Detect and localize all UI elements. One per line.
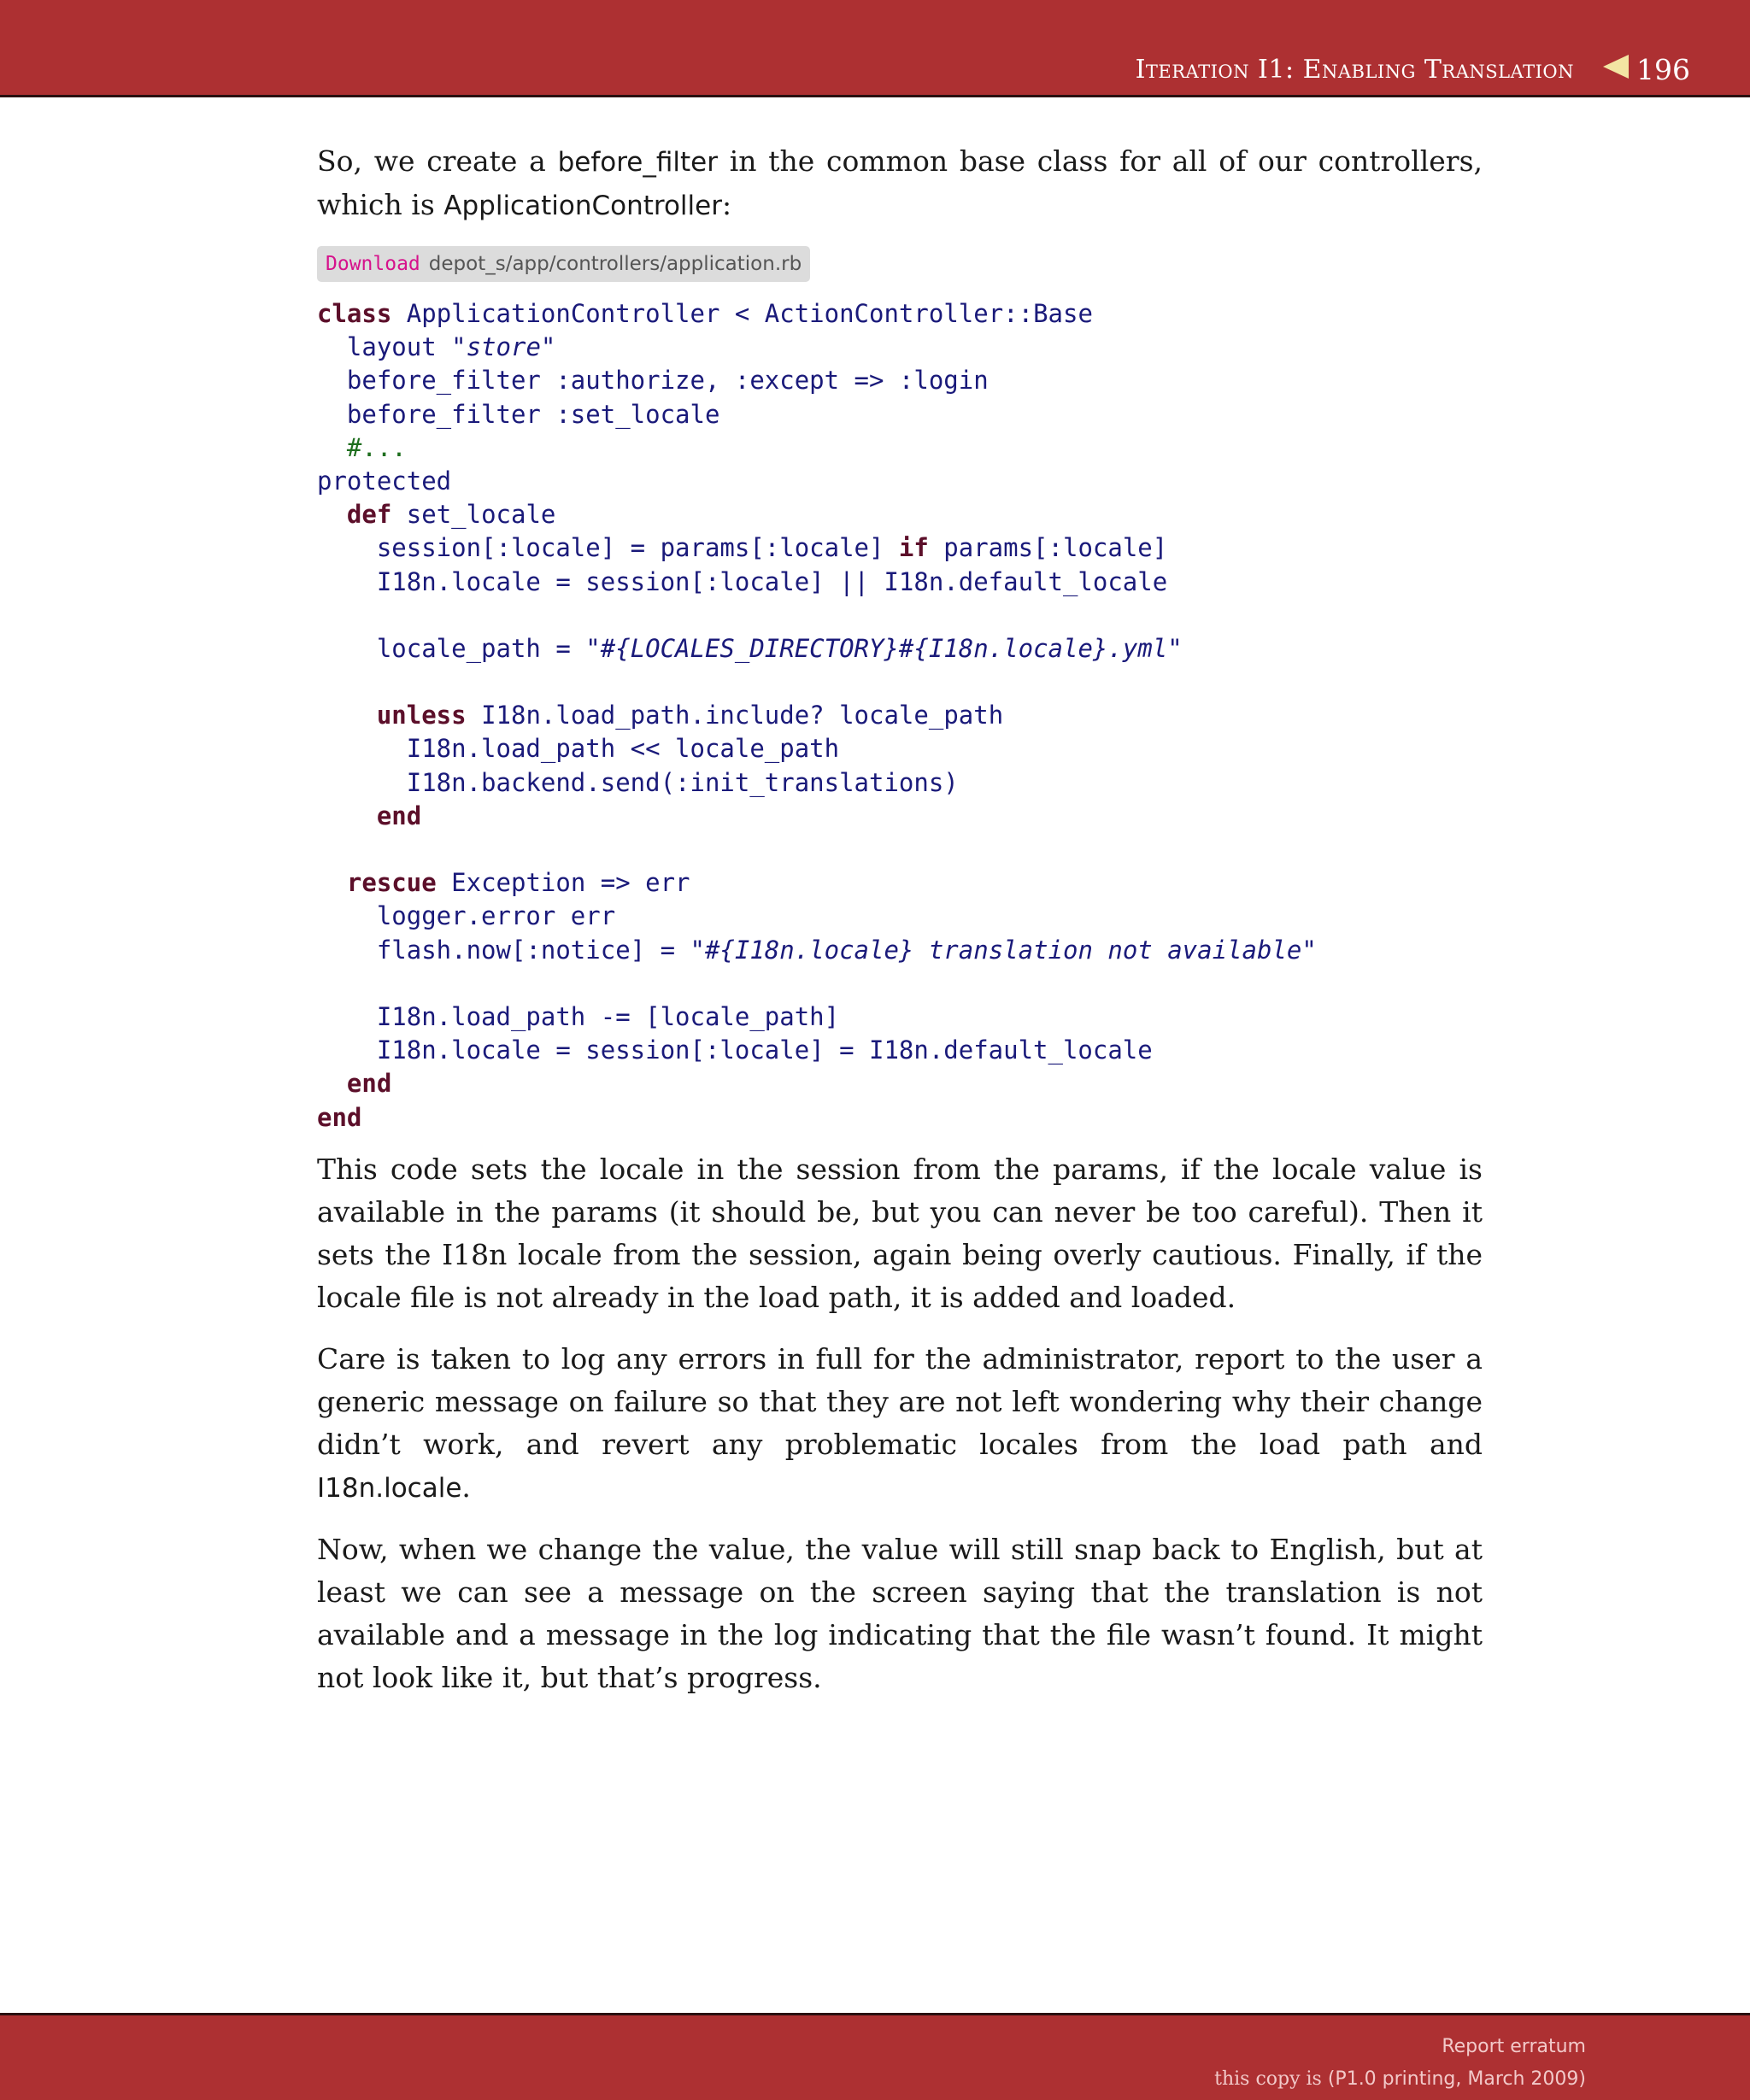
intro-text-1: So, we create a [317,144,558,178]
code-line [317,632,1483,666]
page-footer [0,2013,1750,2100]
code-token: I18n.backend.send(:init_translations) [317,767,959,797]
code-line [317,934,1483,967]
code-token: set_locale [391,500,556,530]
code-line [317,297,1483,331]
code-token [317,500,347,529]
inline-code-application-controller: ApplicationController [443,191,722,221]
code-token: end [376,801,422,830]
code-line [317,800,1483,833]
code-token [317,801,377,830]
code-line [317,465,1483,498]
code-token: locale_path = [317,633,586,663]
code-token: before_filter :authorize, :except => :login [317,366,989,396]
code-token: class [317,299,392,328]
paragraph-2-end: . [461,1469,471,1504]
code-token [317,1069,347,1098]
paragraph-2 [317,1338,1483,1510]
code-token: flash.now[:notice] = [317,935,690,965]
code-line [317,967,1483,1000]
code-token [317,868,347,897]
inline-code-i18n-locale: I18n.locale [317,1472,462,1504]
code-line [317,900,1483,933]
code-token: I18n.load_path -= [locale_path] [317,1001,840,1031]
printing-info: (P1.0 printing, March 2009) [1327,2068,1586,2090]
paragraph-1: This code sets the locale in the session from the params, if the locale value is available in the params (it should be, but you can never be too careful). Then it sets the I18n locale from the session, again being overly cautious. Finally, if the locale file is not already in the load path, it is added and loaded. [317,1152,1483,1314]
code-token: session[:locale] = params[:locale] [317,533,899,563]
code-token: def [346,500,392,530]
previous-page-arrow-icon[interactable] [1603,55,1629,79]
code-line [317,1000,1483,1034]
code-token: "#{LOCALES_DIRECTORY}#{I18n.locale}.yml" [585,633,1183,663]
code-line [317,531,1483,565]
code-line [317,699,1483,732]
code-line [317,866,1483,900]
download-file-path: depot_s/app/controllers/application.rb [428,253,802,275]
download-link[interactable]: Download [326,253,420,275]
code-line [317,431,1483,465]
code-line [317,331,1483,364]
intro-text-3: : [721,188,732,221]
code-line [317,732,1483,766]
code-line [317,498,1483,531]
paragraph-3: Now, when we change the value, the value will still snap back to English, but at least we can see a message on the screen saying that the translation is not available and a message in the log indicating that the file wasn’t found. It might not look like it, but that’s progress. [317,1532,1483,1694]
chapter-title: Iteration I1: Enabling Translation [1135,55,1574,85]
code-token: end [317,1102,362,1132]
code-line [317,1067,1483,1100]
paragraph-2-text: Care is taken to log any errors in full for the administrator, report to the user a generic message on failure so that they are not left wondering why their change didn’t work, and revert any problematic locales from the load path and [317,1341,1483,1461]
page-content [317,140,1483,1718]
code-line [317,566,1483,599]
code-token: before_filter :set_locale [317,399,720,429]
code-line [317,364,1483,397]
code-line [317,1034,1483,1067]
code-token: layout [317,332,452,362]
copy-prefix: this copy is [1214,2068,1328,2090]
code-token: #... [317,432,407,462]
code-token: end [346,1069,392,1099]
copy-info [1214,2068,1586,2090]
code-token: if [898,533,929,563]
code-token: I18n.load_path.include? locale_path [466,701,1004,730]
code-line [317,766,1483,800]
code-token: I18n.locale = session[:locale] = I18n.default_locale [317,1035,1153,1065]
code-listing [317,297,1483,1135]
code-token: ApplicationController < ActionController::Base [391,299,1093,328]
code-line [317,833,1483,866]
code-line [317,398,1483,431]
download-bar[interactable] [317,246,810,282]
report-erratum-link[interactable]: Report erratum [1442,2036,1586,2057]
code-token: params[:locale] [928,533,1168,563]
intro-text-2: in the common base class for all of our controllers, which is [317,144,1483,221]
code-token: "#{I18n.locale} translation not available" [690,935,1317,965]
code-token: "store" [451,332,556,362]
code-token: I18n.load_path << locale_path [317,734,840,764]
intro-paragraph [317,140,1483,227]
code-line [317,1101,1483,1135]
page-header [0,0,1750,97]
code-token: logger.error err [317,901,616,931]
inline-code-before-filter: before_filter [557,147,718,178]
code-token: Exception => err [436,868,690,898]
code-line [317,666,1483,699]
code-token [317,701,377,730]
code-token: I18n.locale = session[:locale] || I18n.default_locale [317,566,1168,596]
page-number: 196 [1636,53,1690,86]
code-token: rescue [346,868,437,898]
code-token: protected [317,466,452,496]
code-line [317,599,1483,632]
code-token: unless [376,701,467,730]
